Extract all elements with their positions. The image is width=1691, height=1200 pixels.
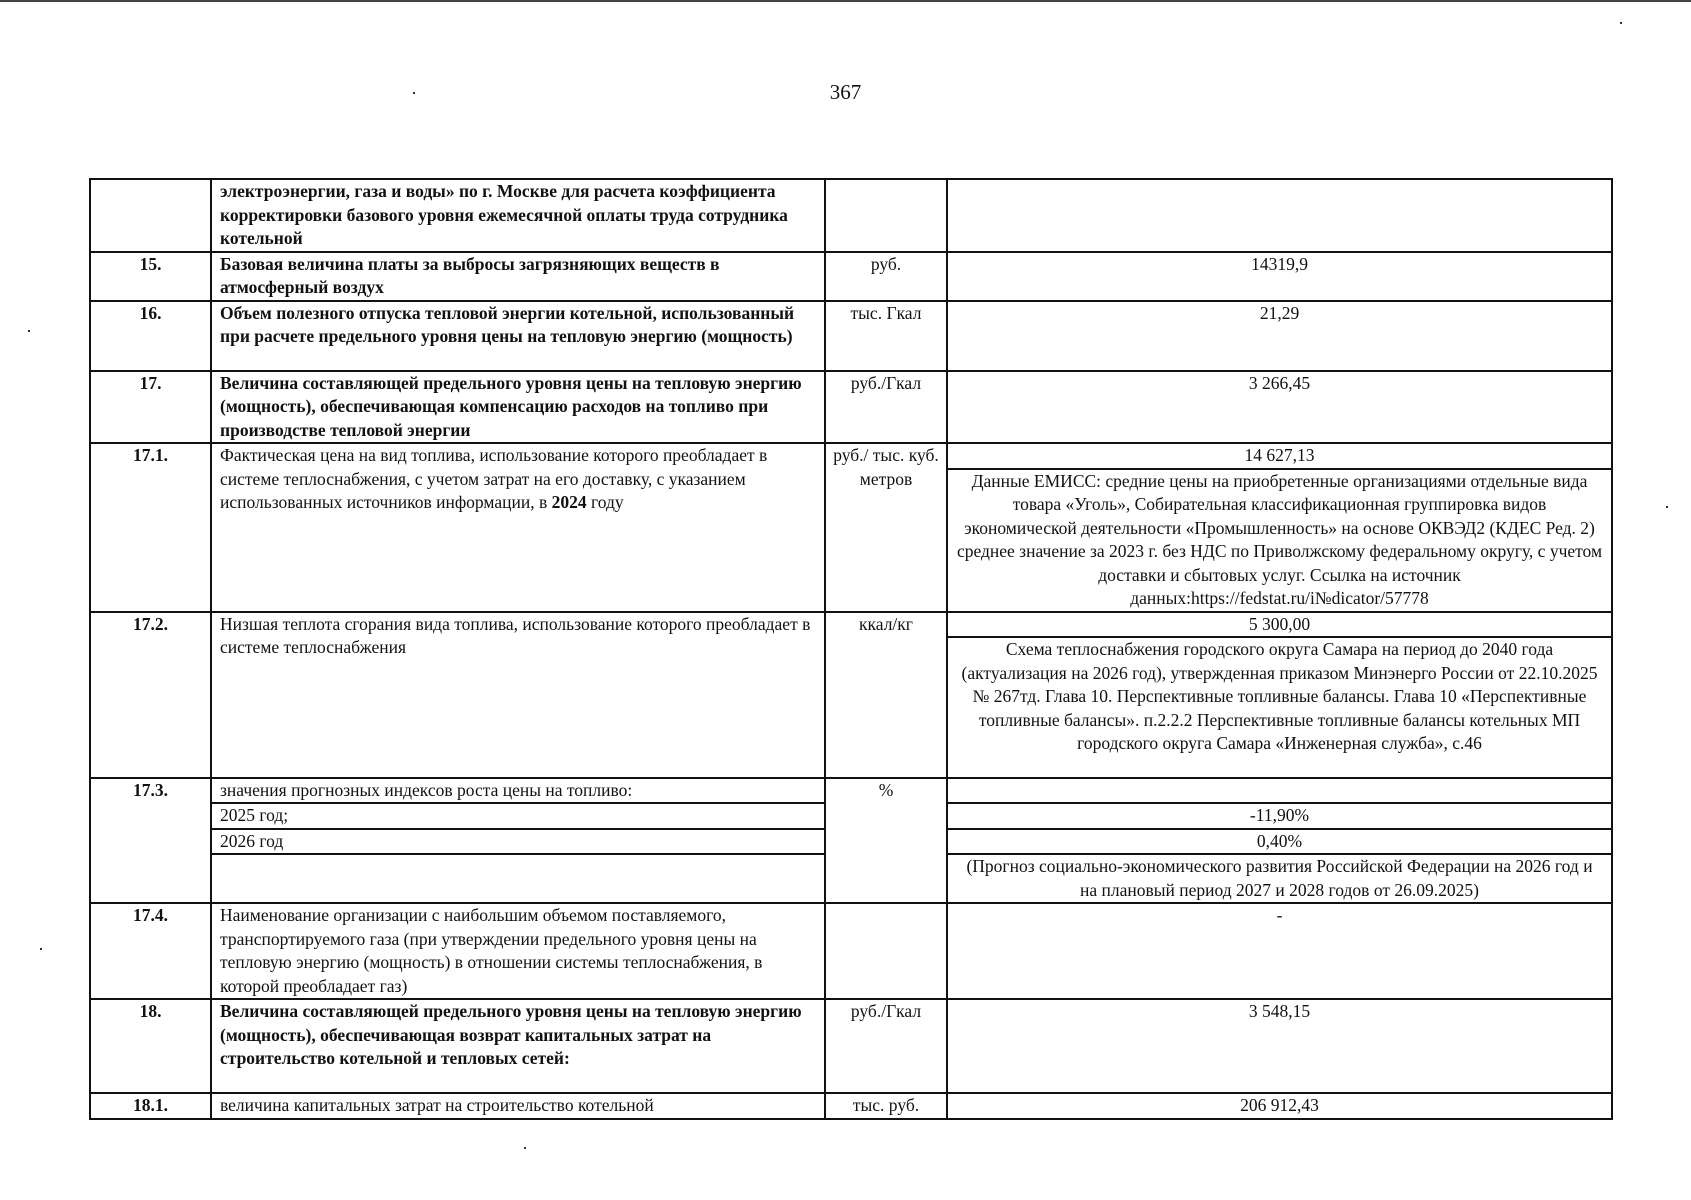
row-name: Низшая теплота сгорания вида топлива, использование которого преобладает в системе теплоснабжения	[211, 612, 825, 778]
table-row	[90, 778, 1612, 904]
row-value: 21,29	[947, 301, 1612, 371]
scan-speck	[28, 330, 30, 332]
row-name: Наименование организации с наибольшим объемом поставляемого, транспортируемого газа (при утверждении предельного уровня цены на тепловую энергию (мощность) в отношении системы теплоснабжения, в которой преобладает газ)	[211, 903, 825, 999]
row-value: 5 300,00	[948, 613, 1611, 639]
row-number: 17.1.	[90, 443, 211, 612]
scan-speck	[40, 948, 42, 950]
row-unit: руб./Гкал	[825, 999, 947, 1093]
tariff-table	[89, 178, 1613, 1120]
source-note: Схема теплоснабжения городского округа Самара на период до 2040 года (актуализация на 2026 год), утвержденная приказом Минэнерго России от 22.10.2025 № 267тд. Глава 10. Перспективные топливные балансы. Глава 10 «Перспективные топливные балансы». п.2.2.2 Перспективные топливные балансы котельных МП городского округа Самара «Инженерная служба», с.46	[961, 639, 1598, 753]
table-row	[90, 443, 1612, 612]
sub-value-2026: 0,40%	[948, 830, 1611, 856]
source-note: (Прогноз социально-экономического развития Российской Федерации на 2026 год и на плановый период 2027 и 2028 годов от 26.09.2025)	[966, 856, 1593, 900]
row-value-cell	[947, 778, 1612, 904]
row-number: 16.	[90, 301, 211, 371]
source-note: Данные ЕМИСС: средние цены на приобретенные организациями отдельные вида товара «Уголь», Собирательная классификационная группировка видов экономической деятельности «Промышленность» на основе ОКВЭД2 (КДЕС Ред. 2) среднее значение за 2023 г. без НДС по Приволжскому федеральному округу, с учетом доставки и сбытовых услуг. Ссылка на источник данных:https://fedstat.ru/i№dicator/57778	[956, 470, 1603, 608]
scan-speck	[524, 1147, 526, 1149]
row-value	[947, 179, 1612, 252]
row-unit	[825, 903, 947, 999]
scan-speck	[1666, 506, 1668, 508]
row-number: 17.2.	[90, 612, 211, 778]
row-name: значения прогнозных индексов роста цены на топливо:	[212, 779, 824, 805]
table-row	[90, 1093, 1612, 1119]
value-blank	[948, 779, 1611, 805]
row-name: величина капитальных затрат на строительство котельной	[211, 1093, 825, 1119]
row-name: Базовая величина платы за выбросы загрязняющих веществ в атмосферный воздух	[211, 252, 825, 301]
row-unit: руб./Гкал	[825, 371, 947, 444]
row-unit: руб.	[825, 252, 947, 301]
row-value: 14319,9	[947, 252, 1612, 301]
row-value: 206 912,43	[947, 1093, 1612, 1119]
row-number: 17.3.	[90, 778, 211, 904]
row-name-text: Фактическая цена на вид топлива, использование которого преобладает в системе теплоснабжения, с учетом затрат на его доставку, с указанием использованных источников информации, в	[220, 445, 768, 512]
table-row	[90, 999, 1612, 1093]
table-row	[90, 252, 1612, 301]
row-unit: тыс. Гкал	[825, 301, 947, 371]
table-row	[90, 301, 1612, 371]
row-unit: тыс. руб.	[825, 1093, 947, 1119]
row-name-year: 2024	[551, 492, 587, 512]
row-unit: руб./ тыс. куб. метров	[825, 443, 947, 612]
row-unit: %	[825, 778, 947, 904]
scan-speck	[1620, 22, 1622, 24]
scan-speck	[413, 92, 415, 94]
sub-label-2026: 2026 год	[212, 830, 824, 856]
row-value-cell	[947, 612, 1612, 778]
row-unit: ккал/кг	[825, 612, 947, 778]
row-value: 3 548,15	[947, 999, 1612, 1093]
table-row	[90, 612, 1612, 778]
row-name-text-end: году	[586, 492, 624, 512]
row-number: 18.1.	[90, 1093, 211, 1119]
row-number: 18.	[90, 999, 211, 1093]
row-name: электроэнергии, газа и воды» по г. Москве для расчета коэффициента корректировки базового уровня ежемесячной оплаты труда сотрудника котельной	[211, 179, 825, 252]
row-name	[211, 443, 825, 612]
row-value: 14 627,13	[948, 444, 1611, 470]
sub-label-empty	[220, 855, 816, 879]
row-value: -	[947, 903, 1612, 999]
row-unit	[825, 179, 947, 252]
row-number	[90, 179, 211, 252]
scan-edge-line	[0, 0, 1691, 2]
sub-value-2025: -11,90%	[948, 804, 1611, 830]
row-value-cell	[947, 443, 1612, 612]
table-row	[90, 903, 1612, 999]
row-number: 17.4.	[90, 903, 211, 999]
row-number: 17.	[90, 371, 211, 444]
page-number: 367	[829, 80, 862, 104]
row-name: Величина составляющей предельного уровня цены на тепловую энергию (мощность), обеспечивающая компенсацию расходов на топливо при производстве тепловой энергии	[211, 371, 825, 444]
row-name: Объем полезного отпуска тепловой энергии котельной, использованный при расчете предельного уровня цены на тепловую энергию (мощность)	[211, 301, 825, 371]
table-row	[90, 179, 1612, 252]
row-value: 3 266,45	[947, 371, 1612, 444]
row-name-cell	[211, 778, 825, 904]
row-name: Величина составляющей предельного уровня цены на тепловую энергию (мощность), обеспечивающая возврат капитальных затрат на строительство котельной и тепловых сетей:	[211, 999, 825, 1093]
table-row	[90, 371, 1612, 444]
row-number: 15.	[90, 252, 211, 301]
sub-label-2025: 2025 год;	[212, 804, 824, 830]
